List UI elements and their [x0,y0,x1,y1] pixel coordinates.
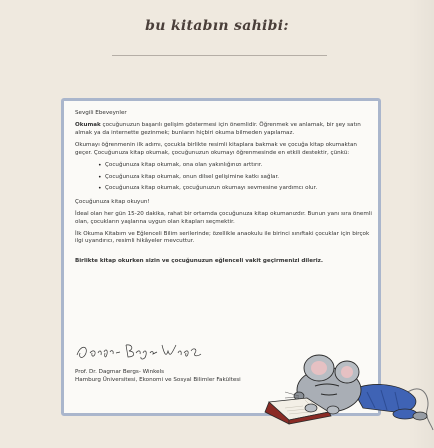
list-item: • Çocuğunuza kitap okumak, ona olan yakınlığınızı arttırır. [98,161,263,169]
list-item: • Çocuğunuza kitap okumak, onun dilsel gelişimine katkı sağlar. [98,173,280,181]
paragraph-series: İlk Okuma Kitabım ve Eğlenceli Bilim serilerinde; özellikle anaokulu ile birinci sınıftaki çocuklar için birçok ilgi uyandırıcı, resimli hikâyeler mevcuttur. [75,230,370,245]
page-edge-shadow [408,0,434,448]
list-item: • Çocuğunuza kitap okumak, çocuğunuzun okumayı sevmesine yardımcı olur. [98,185,318,193]
handwritten-signature [74,341,214,363]
salutation: Sevgili Ebeveynler [75,110,127,116]
signature-block [75,369,275,384]
paragraph-ideal-time: İdeal olan her gün 15-20 dakika, rahat bir ortamda çocuğunuza kitap okumanızdır. Bunun yanı sıra önemli olan, çocukların yaşlarına uygun olan kitapları seçmektir. [75,211,372,225]
letter-body [75,110,375,270]
bullet-icon: • [98,173,102,181]
paragraph-text: çocuğunuzun başarılı gelişim göstermesi için önemlidir. Öğrenmek ve anlamak, bir şey satın almak ya da internette gezinmek; bunların hiçbiri okuma bilmeden yapılamaz. [75,122,361,136]
keyword-okumak: Okumak [75,122,101,129]
owner-title: bu kitabın sahibi: [145,18,289,34]
paragraph-read-to-child: Çocuğunuza kitap okuyun! [75,198,150,205]
signatory-affiliation: Hamburg Üniversitesi, Ekonomi ve Sosyal Bilimler Fakültesi [75,376,241,383]
paragraph-first-step: Okumayı öğrenmenin ilk adımı, çocukla birlikte resimli kitaplara bakmak ve çocuğa kitap okumaktan geçer. Çocuğunuza kitap okumak, çocuğunuzun okumayı öğrenmesinde en etkili destektir, çünkü: [75,141,357,156]
paragraph-reading-importance [75,122,375,137]
bullet-icon: • [98,161,102,169]
signatory-name: Prof. Dr. Dagmar Bergs- Winkels [75,369,165,375]
owner-name-line [112,55,327,56]
bullet-icon: • [98,185,102,193]
benefits-list [75,162,375,193]
closing-wish: Birlikte kitap okurken sizin ve çocuğunuzun eğlenceli vakit geçirmenizi dileriz. [75,258,324,265]
